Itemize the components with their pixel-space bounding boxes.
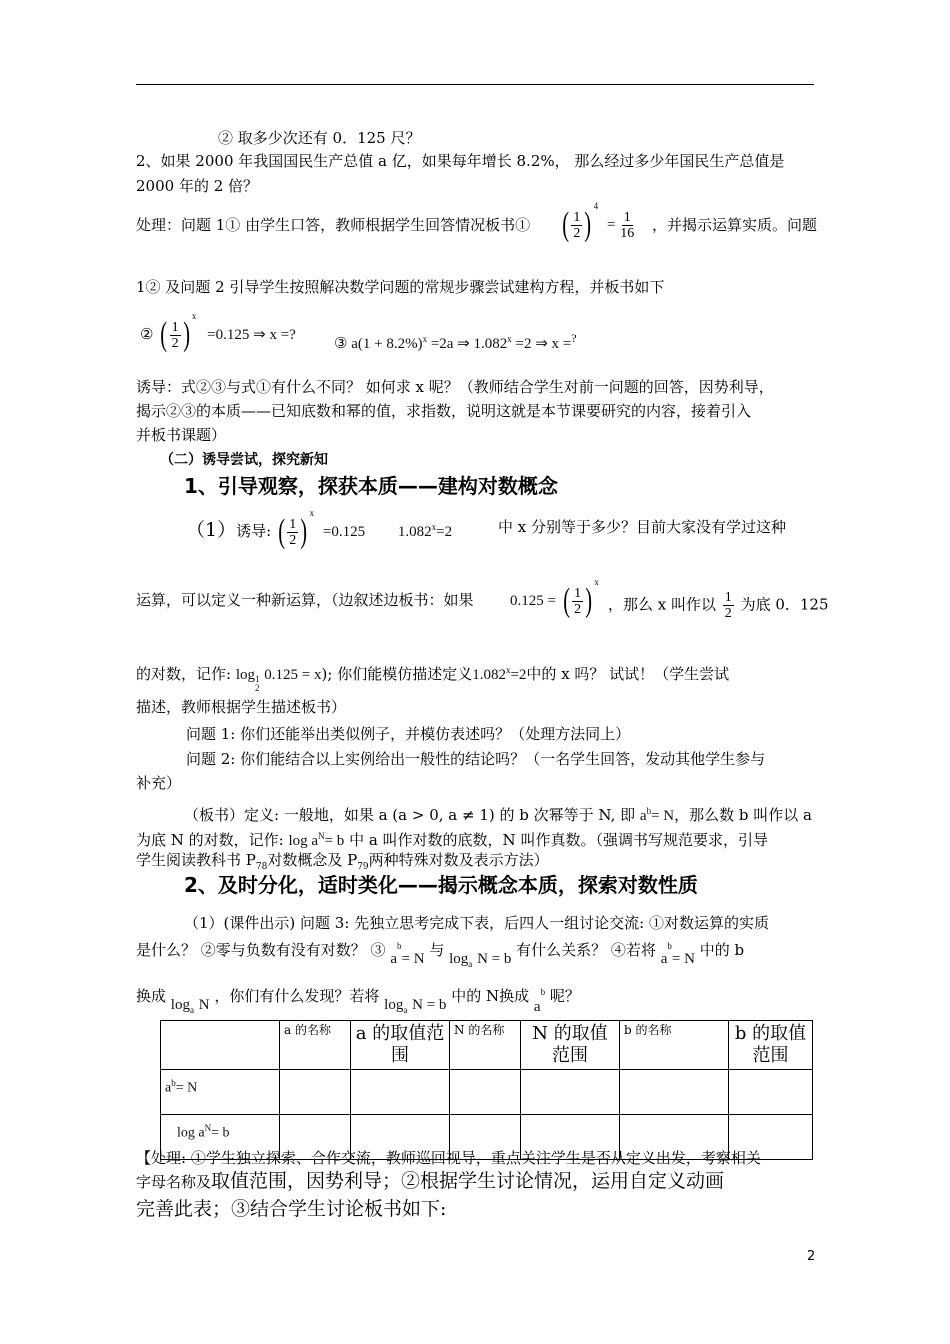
table-cell[interactable] xyxy=(620,1070,729,1115)
text-span: 处理：问题 1① 由学生口答，教师根据学生回答情况板书① xyxy=(136,216,531,234)
equation-2: =0.125 ⇒ x =? xyxy=(207,327,296,343)
table-cell[interactable] xyxy=(729,1070,813,1115)
text-line: 补充） xyxy=(136,774,182,792)
page-subscript: 79 xyxy=(357,862,369,872)
text-line: ② 取多少次还有 0．125 尺？ xyxy=(218,129,421,147)
text-line: 诱导：式②③与式①有什么不同？ 如何求 x 呢？（教师结合学生对前一问题的回答，因势利导， xyxy=(136,378,774,396)
table-row-label xyxy=(161,1070,280,1115)
table-cell[interactable] xyxy=(450,1070,521,1115)
text-span: 字母名称及 xyxy=(136,1173,212,1191)
text-span: 为底 0．125 xyxy=(740,595,829,614)
math-expr: a xyxy=(533,999,541,1015)
exponent: x xyxy=(191,311,197,321)
text-line: 【处理: ①学生独立探索、合作交流，教师巡回视导，重点关注学生是否从定义出发，考察相关 xyxy=(136,1149,761,1167)
text-span: 中的 b xyxy=(699,941,745,959)
text-line: 运算，可以定义一种新运算，（边叙述边板书：如果 xyxy=(136,591,474,609)
paren-left: ( xyxy=(278,513,285,550)
text-span: 与 xyxy=(429,941,445,959)
table-header-row xyxy=(161,1021,813,1070)
table-header: N 的名称 xyxy=(450,1021,521,1070)
math-expr: 0.125 = x xyxy=(264,667,322,683)
table-header: b 的取值范围 xyxy=(729,1021,813,1070)
math-expr: = N xyxy=(651,808,675,824)
text-line: 1② 及问题 2 引导学生按照解决数学问题的常规步骤尝试建构方程，并板书如下 xyxy=(136,278,665,296)
denominator: 2 xyxy=(289,532,297,548)
numerator: 1 xyxy=(724,590,732,605)
math-expr: log a xyxy=(288,833,319,849)
text-span: 中的 N换成 xyxy=(451,987,530,1005)
text-line: 2000 年的 2 倍？ xyxy=(136,177,259,195)
formula-line xyxy=(510,577,599,630)
numerator: 1 xyxy=(574,585,582,601)
table-cell xyxy=(161,1021,280,1070)
exponent: b xyxy=(171,1078,176,1088)
table-header: N 的取值范围 xyxy=(521,1021,620,1070)
numerator: 1 xyxy=(289,516,297,532)
text-line: 中 x 分别等于多少？目前大家没有学过这种 xyxy=(498,518,786,536)
text-span: 有什么关系？ ④若将 xyxy=(516,941,656,959)
denominator: 2 xyxy=(255,683,260,693)
denominator: 2 xyxy=(574,601,582,617)
formula-line xyxy=(334,328,577,354)
math-expr: a(1 + 8.2%) xyxy=(351,336,423,352)
math-expr: N xyxy=(198,997,210,1013)
paren-right: ) xyxy=(182,316,190,353)
text-span: 取值范围，因势利导；②根据学生讨论情况，运用自定义动画 xyxy=(211,1170,725,1192)
text-span: 呢？ xyxy=(549,987,580,1005)
log-table xyxy=(160,1020,813,1160)
math-expr: = b xyxy=(211,1125,230,1141)
text-line: （1）(课件出示) 问题 3: 先独立思考完成下表，后四人一组讨论交流: ①对数运算的实质 xyxy=(184,914,769,932)
fraction xyxy=(170,320,181,351)
exponent: N xyxy=(318,831,325,841)
math-expr: a xyxy=(639,808,647,824)
question-sup: ? xyxy=(571,331,577,345)
text-line: ，并揭示运算实质。问题 xyxy=(652,216,818,234)
paren-right: ) xyxy=(584,206,592,243)
text-span: ); 你们能模仿描述定义 xyxy=(321,665,473,683)
fraction xyxy=(620,210,634,241)
denominator: 2 xyxy=(171,335,179,351)
table-header: b 的名称 xyxy=(620,1021,729,1070)
text-span: 中的 x 吗？ 试试！（学生尝试 xyxy=(526,665,730,683)
text-line: 2、如果 2000 年我国国民生产总值 a 亿，如果每年增长 8.2%， 那么经过多少年国民生产总值是 xyxy=(136,152,785,170)
text-line: 问题 2: 你们能结合以上实例给出一般性的结论吗？（一名学生回答，发动其他学生参与 xyxy=(186,750,766,768)
text-line: 是什么？ ②零与负数有没有对数？ ③ $a^b= N$ 与 $\log_a N = b$ 有什么关系？ ④若将 $a^b= N$ 中的 b xyxy=(136,941,745,969)
circled-3: ③ xyxy=(334,336,348,352)
math-expr: =2 ⇒ x = xyxy=(515,336,572,352)
numerator: 1 xyxy=(623,209,631,225)
log-base xyxy=(255,675,260,693)
exponent: b xyxy=(667,941,672,951)
paren-right: ) xyxy=(585,582,593,619)
text-line: 并板书课题） xyxy=(136,426,227,444)
exponent: x xyxy=(505,665,511,675)
page-number: 2 xyxy=(807,1249,816,1264)
math-expr: 1.082 xyxy=(397,524,432,540)
table-cell[interactable] xyxy=(280,1070,351,1115)
math-expr: a xyxy=(660,951,668,967)
math-expr: 0.125 = xyxy=(510,593,556,609)
table-cell[interactable] xyxy=(521,1070,620,1115)
text-line xyxy=(136,660,729,693)
header-rule xyxy=(136,84,814,85)
fraction xyxy=(287,517,298,548)
text-line: 完善此表；③结合学生讨论板书如下: xyxy=(136,1198,447,1220)
text-line: 问题 1: 你们还能举出类似例子，并模仿表述吗？（处理方法同上） xyxy=(186,725,631,743)
text-span: 的对数，记作: xyxy=(136,665,232,683)
item-number: （1） xyxy=(186,519,237,541)
exponent: 4 xyxy=(593,201,599,211)
paren-right: ) xyxy=(300,513,308,550)
text-span: 两种特殊对数及表示方法） xyxy=(368,851,549,869)
text-line xyxy=(136,215,530,235)
math-expr: 1.082 xyxy=(472,667,506,683)
math-expr: = b xyxy=(324,833,345,849)
math-expr: = N xyxy=(671,951,695,967)
text-span: 是什么？ ②零与负数有没有对数？ ③ xyxy=(136,941,386,959)
text-span: 学生阅读教科书 P xyxy=(136,851,256,869)
text-span: 为底 N 的对数，记作: xyxy=(136,831,284,849)
equals: = xyxy=(606,217,616,233)
section-heading: （二）诱导尝试，探究新知 xyxy=(160,452,328,468)
math-expr: =0.125 xyxy=(322,524,366,540)
numerator: 1 xyxy=(255,674,260,684)
paren-left: ( xyxy=(160,316,168,353)
math-expr: = N xyxy=(401,951,425,967)
exponent: N xyxy=(204,1123,212,1133)
math-expr: a xyxy=(165,1080,172,1096)
fraction xyxy=(572,586,583,617)
text-span: 中 a 叫作对数的底数，N 叫作真数。（强调书写规范要求，引导 xyxy=(349,831,768,849)
formula-line xyxy=(186,508,453,561)
table-cell[interactable] xyxy=(351,1070,450,1115)
math-expr: N = b xyxy=(412,997,447,1013)
math-expr: log xyxy=(449,951,469,967)
exponent: x xyxy=(594,577,599,587)
table-row xyxy=(161,1070,813,1115)
math-expr: =2 xyxy=(510,667,527,683)
denominator: 2 xyxy=(724,606,732,621)
math-expr: log a xyxy=(177,1125,205,1141)
paren-left: ( xyxy=(563,582,570,619)
fraction xyxy=(571,210,582,241)
math-expr: =2 xyxy=(436,524,453,540)
table-header: a 的名称 xyxy=(280,1021,351,1070)
text-line: 换成 $\log_a N$ ，你们有什么发现？若将 $\log_a N = b$ 中的 N换成 $a^b$ 呢？ xyxy=(136,987,580,1015)
fraction xyxy=(723,590,734,621)
formula-line xyxy=(140,311,296,364)
exponent: b xyxy=(540,987,546,997)
text-span: ，那么数 b 叫作以 a xyxy=(674,806,812,824)
exponent: b xyxy=(646,806,652,816)
exponent: x xyxy=(431,522,437,532)
text-line: 描述，教师根据学生描述板书） xyxy=(136,698,347,716)
subsection-heading: 1、引导观察，探获本质——建构对数概念 xyxy=(184,474,558,498)
text-span: 诱导: xyxy=(236,522,272,540)
paren-left: ( xyxy=(562,206,570,243)
circled-2: ② xyxy=(140,325,154,343)
text-span: ，那么 x 叫作以 xyxy=(608,595,716,614)
text-span: ，你们有什么发现？若将 xyxy=(214,987,380,1005)
text-line xyxy=(136,826,768,851)
math-expr: =2a ⇒ 1.082 xyxy=(430,336,508,352)
math-expr: log xyxy=(170,997,190,1013)
exponent: x xyxy=(422,334,428,344)
numerator: 1 xyxy=(573,209,581,225)
text-line xyxy=(136,1168,724,1196)
denominator: 16 xyxy=(620,225,635,241)
text-span: 换成 xyxy=(136,987,167,1005)
text-line: 揭示②③的本质——已知底数和幂的值，求指数，说明这就是本节课要研究的内容，接着引入 xyxy=(136,402,752,420)
exponent: b xyxy=(397,941,402,951)
math-expr: N = b xyxy=(477,951,512,967)
math-expr: = N xyxy=(175,1080,198,1096)
math-expr: log xyxy=(384,997,404,1013)
math-expr: a xyxy=(390,951,397,967)
page-subscript: 78 xyxy=(255,862,268,872)
text-line xyxy=(608,590,829,621)
numerator: 1 xyxy=(171,319,179,335)
text-span: （板书）定义: 一般地，如果 a (a > 0, a ≠ 1) 的 b 次幂等于 N, 即 xyxy=(184,806,636,824)
exponent: x xyxy=(507,334,512,344)
subsection-heading: 2、及时分化，适时类化——揭示概念本质，探索对数性质 xyxy=(184,873,698,897)
table-header: a 的取值范围 xyxy=(351,1021,450,1070)
denominator: 2 xyxy=(573,225,581,241)
exponent: x xyxy=(309,508,315,518)
formula-half-pow-4 xyxy=(560,201,635,258)
text-line xyxy=(184,801,812,826)
text-span: 对数概念及 P xyxy=(267,851,358,869)
log: log xyxy=(235,667,256,683)
